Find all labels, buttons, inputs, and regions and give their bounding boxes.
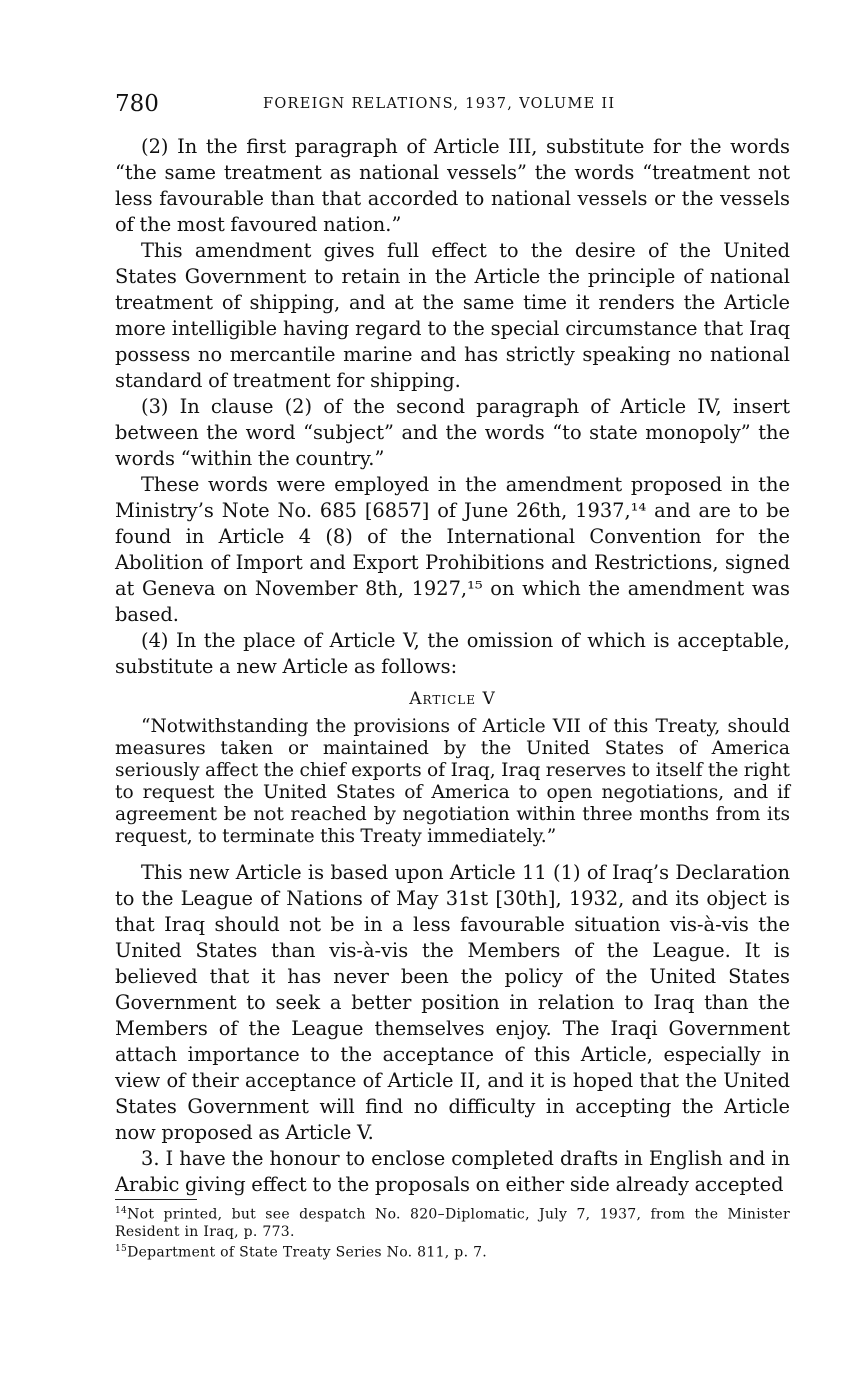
paragraph-drafts-enclosed: 3. I have the honour to enclose completed drafts in English and in Arabic giving effect to the proposals on either side already accepted — [115, 1147, 790, 1196]
footnote-text: Department of State Treaty Series No. 811, p. 7. — [127, 1244, 488, 1261]
paragraph-convention-reference: These words were employed in the amendment proposed in the Ministry’s Note No. 685 [6857] of June 26th, 1937,¹⁴ and are to be found in Article 4 (8) of the International Convention for the Abolition of Import and Export Prohibitions and Restrictions, signed at Geneva on November 8th, 1927,¹⁵ on which the amendment was based. — [115, 473, 790, 626]
paragraph-article-iii-amendment: (2) In the first paragraph of Article III, substitute for the words “the same treatment as national vessels” the words “treatment not less favourable than that accorded to national vessels or the vessels of the most favoured nation.” — [115, 135, 790, 236]
body-text — [115, 134, 790, 1198]
footnotes — [115, 1203, 790, 1261]
footnote-15 — [115, 1241, 790, 1262]
footnote-14 — [115, 1203, 790, 1241]
paragraph-amendment-explanation: This amendment gives full effect to the desire of the United States Government to retain in the Article the principle of national treatment of shipping, and at the same time it renders the Article more intelligible having regard to the special circumstance that Iraq possess no mercantile marine and has strictly speaking no national standard of treatment for shipping. — [115, 239, 790, 392]
paragraph-article-basis: This new Article is based upon Article 11 (1) of Iraq’s Declaration to the League of Nations of May 31st [30th], 1932, and its object is that Iraq should not be in a less favourable situation vis-à-vis the United States than vis-à-vis the Members of the League. It is believed that it has never been the policy of the United States Government to seek a better position in relation to Iraq than the Members of the League themselves enjoy. The Iraqi Government attach importance to the acceptance of this Article, especially in view of their acceptance of Article II, and it is hoped that the United States Government will find no difficulty in accepting the Article now proposed as Article V. — [115, 861, 790, 1144]
paragraph-article-iv-amendment: (3) In clause (2) of the second paragraph of Article IV, insert between the word “subject” and the words “to state monopoly” the words “within the country.” — [115, 395, 790, 470]
footnote-divider — [115, 1199, 197, 1200]
page-number: 780 — [115, 91, 159, 117]
article-v-heading: Article V — [409, 689, 496, 709]
footnote-text: Not printed, but see despatch No. 820–Diplomatic, July 7, 1937, from the Minister Resident in Iraq, p. 773. — [115, 1206, 790, 1240]
footnote-marker: 15 — [115, 1243, 128, 1254]
paragraph-article-v-substitution: (4) In the place of Article V, the omission of which is acceptable, substitute a new Article as follows: — [115, 629, 790, 678]
footnote-marker: 14 — [115, 1206, 128, 1216]
page-header — [115, 88, 790, 120]
article-v-quote: “Notwithstanding the provisions of Article VII of this Treaty, should measures taken or maintained by the United States of America seriously affect the chief exports of Iraq, Iraq reserves to itself the right to request the United States of America to open negotiations, and if agreement be not reached by negotiation within three months from its request, to terminate this Treaty immediately.” — [115, 716, 790, 847]
running-head: FOREIGN RELATIONS, 1937, VOLUME II — [263, 96, 616, 112]
